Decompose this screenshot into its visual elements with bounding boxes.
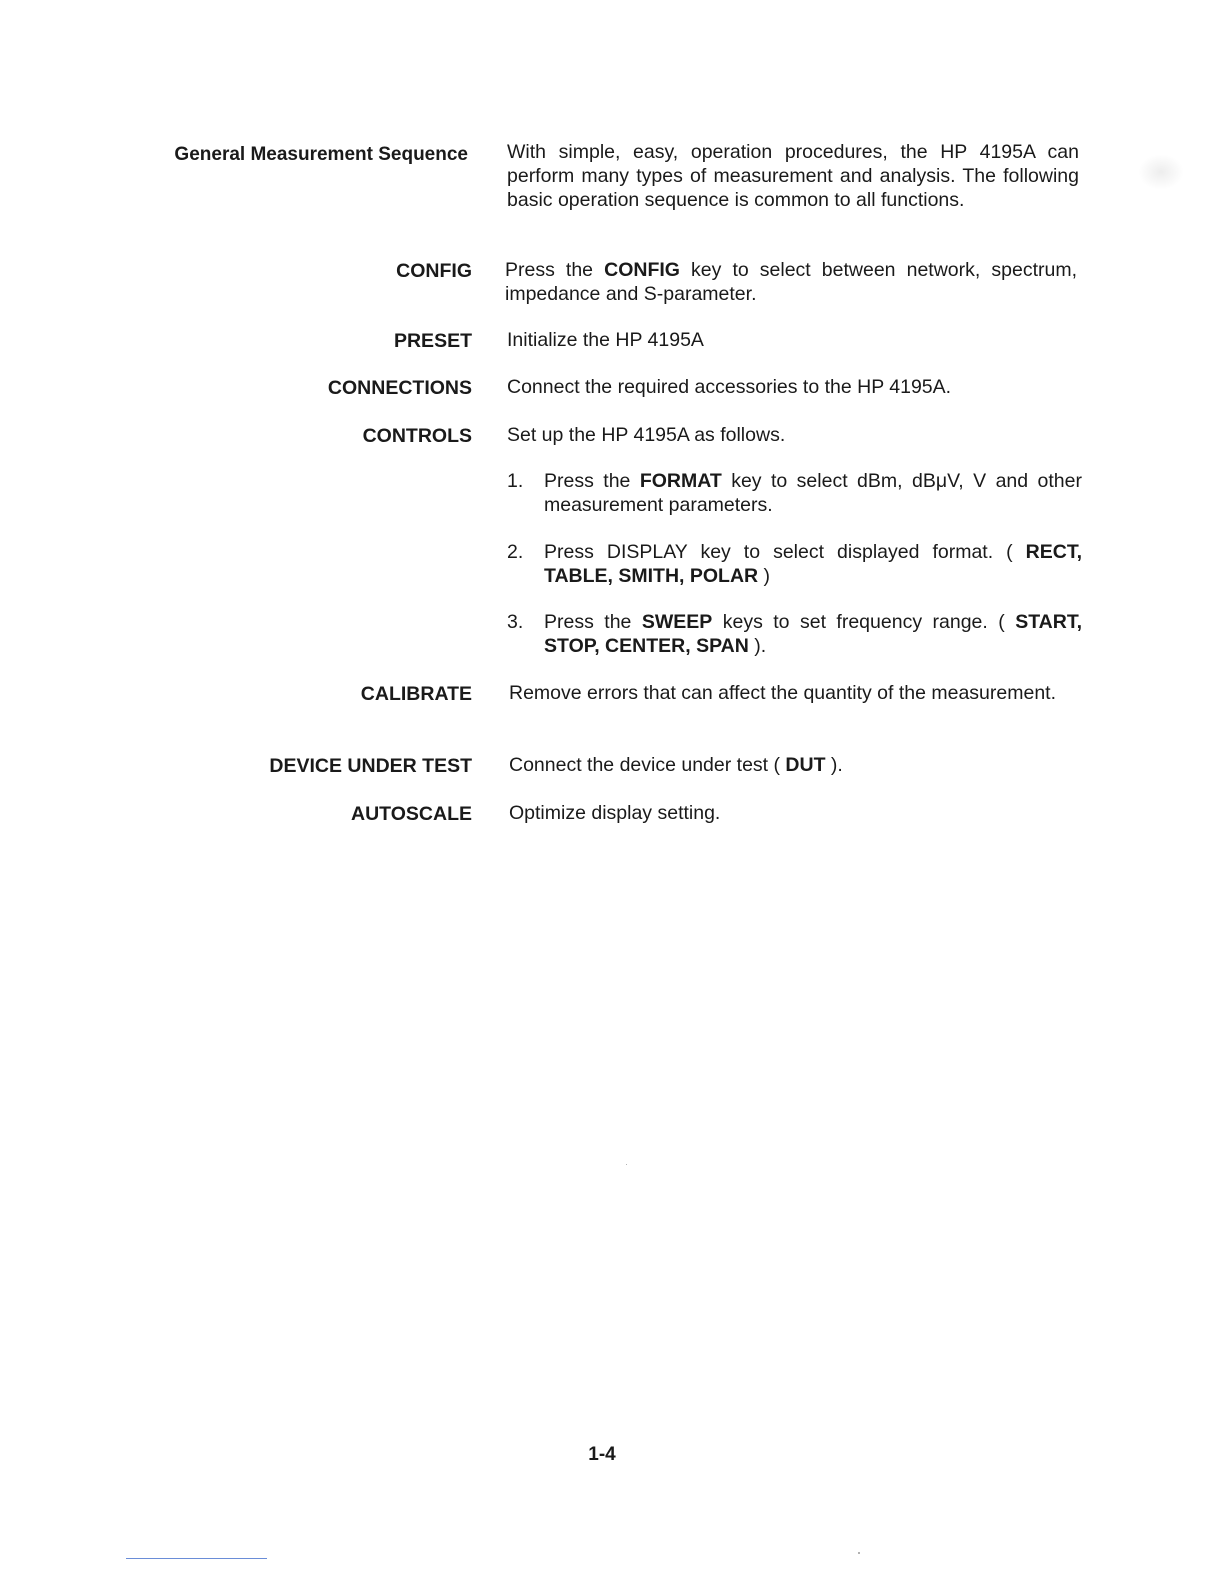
- step-text-part: Press the: [544, 470, 640, 492]
- step-text: [544, 540, 1082, 588]
- connections-description: Connect the required accessories to the HP 4195A.: [507, 376, 952, 398]
- format-key: FORMAT: [639, 470, 722, 492]
- step-text: [544, 610, 1082, 658]
- autoscale-description: Optimize display setting.: [509, 802, 721, 824]
- connections-label: CONNECTIONS: [327, 377, 472, 399]
- dut-label: DEVICE UNDER TEST: [269, 755, 472, 777]
- config-text-2: key to select between network, spectrum, impedance and S-parameter.: [505, 259, 1077, 305]
- dut-text-1: Connect the device under test (: [509, 754, 786, 776]
- config-description: [505, 258, 1077, 306]
- step-number: 3.: [507, 611, 524, 633]
- step-number: 1.: [507, 470, 524, 492]
- step-number: 2.: [507, 541, 524, 563]
- dut-text-2: ).: [825, 754, 843, 776]
- step-text: [544, 469, 1082, 517]
- config-text-1: Press the: [505, 259, 605, 281]
- step-text-part: ): [758, 565, 771, 587]
- step-text-part: Press the: [544, 611, 642, 633]
- dut-description: [509, 753, 1081, 777]
- preset-description: Initialize the HP 4195A: [507, 329, 704, 351]
- preset-label: PRESET: [393, 330, 472, 352]
- sweep-options: START, STOP, CENTER, SPAN: [544, 611, 1082, 657]
- controls-step: [507, 540, 1082, 588]
- dut-abbrev: DUT: [785, 754, 826, 776]
- step-text-part: Press DISPLAY key to select displayed format. (: [544, 541, 1026, 563]
- scan-edge-line: [126, 1558, 267, 1559]
- autoscale-label: AUTOSCALE: [351, 803, 472, 825]
- calibrate-description: Remove errors that can affect the quantity of the measurement.: [509, 682, 1057, 704]
- controls-description: Set up the HP 4195A as follows.: [507, 424, 786, 446]
- step-text-part: ).: [748, 635, 767, 657]
- scan-speck: [858, 1552, 860, 1554]
- controls-step: [507, 469, 1082, 517]
- section-intro: With simple, easy, operation procedures, the HP 4195A can perform many types of measurement and analysis. The following basic operation sequence is common to all functions.: [507, 141, 1079, 211]
- config-key: CONFIG: [604, 259, 680, 281]
- scan-smudge: [1138, 154, 1184, 190]
- sweep-key: SWEEP: [641, 611, 713, 633]
- step-text-part: keys to set frequency range. (: [712, 611, 1016, 633]
- scan-speck: [626, 1164, 627, 1165]
- controls-step: [507, 610, 1082, 658]
- config-label: CONFIG: [396, 260, 472, 282]
- calibrate-label: CALIBRATE: [360, 683, 472, 705]
- section-heading: General Measurement Sequence: [174, 144, 468, 165]
- page-number: 1-4: [588, 1444, 616, 1465]
- display-formats: RECT, TABLE, SMITH, POLAR: [544, 541, 1082, 587]
- step-text-part: key to select dBm, dBμV, V and other measurement parameters.: [544, 470, 1082, 516]
- controls-label: CONTROLS: [362, 425, 472, 447]
